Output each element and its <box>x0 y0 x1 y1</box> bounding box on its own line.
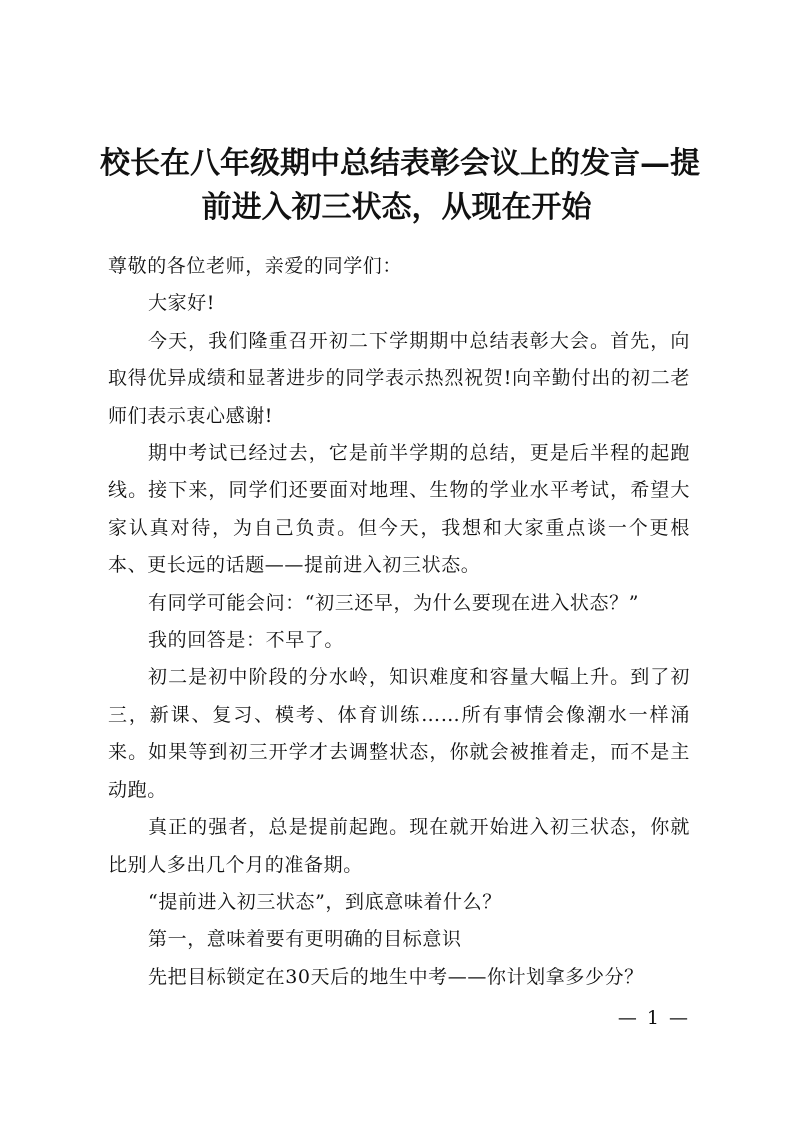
salutation: 尊敬的各位老师，亲爱的同学们： <box>108 255 403 277</box>
paragraph: 我的回答是：不早了。 <box>148 629 345 652</box>
document-title-line-2: 前进入初三状态，从现在开始 <box>201 190 592 225</box>
document-body <box>108 248 690 996</box>
paragraph: 真正的强者，总是提前起跑。现在就开始进入初三状态，你就比别人多出几个月的准备期。 <box>108 816 690 876</box>
paragraph: 今天，我们隆重召开初二下学期期中总结表彰大会。首先，向取得优异成绩和显著进步的同学表示热烈祝贺!向辛勤付出的初二老师们表示衷心感谢! <box>108 329 690 427</box>
document-title-line-1: 校长在八年级期中总结表彰会议上的发言—提 <box>100 146 700 181</box>
paragraph: “提前进入初三状态”，到底意味着什么？ <box>148 890 502 913</box>
paragraph: 有同学可能会问：“初三还早，为什么要现在进入状态？” <box>148 591 640 614</box>
page-number: — 1 — <box>617 1007 690 1029</box>
paragraph: 期中考试已经过去，它是前半学期的总结，更是后半程的起跑线。接下来，同学们还要面对地理、生物的学业水平考试，希望大家认真对待，为自己负责。但今天，我想和大家重点谈一个更根本、更长远的话题——提前进入初三状态。 <box>108 442 690 577</box>
paragraph: 初二是初中阶段的分水岭，知识难度和容量大幅上升。到了初三，新课、复习、模考、体育训练……所有事情会像潮水一样涌来。如果等到初三开学才去调整状态，你就会被推着走，而不是主动跑。 <box>108 666 690 801</box>
paragraph: 先把目标锁定在30天后的地生中考——你计划拿多少分？ <box>148 965 644 988</box>
paragraph: 大家好! <box>148 292 216 315</box>
section-heading: 第一，意味着要有更明确的目标意识 <box>148 928 462 951</box>
